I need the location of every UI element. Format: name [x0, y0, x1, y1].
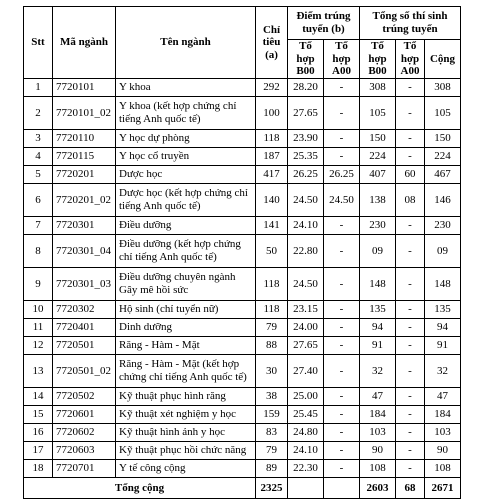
cell-total: 467: [425, 165, 461, 183]
cell-total: 150: [425, 129, 461, 147]
cell-name: Điều dưỡng chuyên ngành Gây mê hồi sức: [116, 267, 256, 300]
header-code: Mã ngành: [53, 7, 116, 79]
cell-quota: 417: [256, 165, 288, 183]
cell-quota: 140: [256, 183, 288, 216]
cell-stt: 15: [24, 405, 53, 423]
cell-score-b00: 27.65: [288, 336, 324, 354]
cell-count-a00: -: [396, 129, 425, 147]
cell-score-b00: 25.45: [288, 405, 324, 423]
cell-code: 7720601: [53, 405, 116, 423]
cell-count-a00: -: [396, 441, 425, 459]
cell-name: Y tế công cộng: [116, 459, 256, 477]
cell-count-b00: 308: [360, 78, 396, 96]
cell-count-b00: 91: [360, 336, 396, 354]
cell-quota: 50: [256, 234, 288, 267]
header-quota: Chỉ tiêu (a): [256, 7, 288, 79]
cell-count-a00: -: [396, 318, 425, 336]
table-row: [24, 267, 461, 300]
cell-score-b00: 24.80: [288, 423, 324, 441]
cell-quota: 88: [256, 336, 288, 354]
cell-count-a00: -: [396, 459, 425, 477]
cell-code: 7720101_02: [53, 96, 116, 129]
cell-stt: 17: [24, 441, 53, 459]
cell-score-b00: 22.30: [288, 459, 324, 477]
cell-name: Dược học: [116, 165, 256, 183]
cell-stt: 3: [24, 129, 53, 147]
cell-stt: 14: [24, 387, 53, 405]
header-total: Cộng: [425, 40, 461, 79]
cell-total: 148: [425, 267, 461, 300]
cell-stt: 5: [24, 165, 53, 183]
cell-stt: 4: [24, 147, 53, 165]
cell-stt: 16: [24, 423, 53, 441]
cell-score-b00: 28.20: [288, 78, 324, 96]
cell-score-a00: -: [324, 216, 360, 234]
cell-name: Kỹ thuật hình ảnh y học: [116, 423, 256, 441]
cell-code: 7720302: [53, 300, 116, 318]
cell-count-b00: 150: [360, 129, 396, 147]
cell-count-a00: -: [396, 147, 425, 165]
cell-total: 105: [425, 96, 461, 129]
cell-quota: 79: [256, 441, 288, 459]
totals-quota: 2325: [256, 477, 288, 498]
header-score-group: Điểm trúng tuyển (b): [288, 7, 360, 40]
cell-code: 7720501: [53, 336, 116, 354]
table-row: [24, 183, 461, 216]
totals-total: 2671: [425, 477, 461, 498]
cell-quota: 118: [256, 300, 288, 318]
cell-name: Răng - Hàm - Mặt: [116, 336, 256, 354]
cell-score-b00: 24.10: [288, 441, 324, 459]
cell-count-a00: -: [396, 300, 425, 318]
cell-total: 184: [425, 405, 461, 423]
cell-score-b00: 27.40: [288, 354, 324, 387]
table-row: [24, 336, 461, 354]
cell-quota: 30: [256, 354, 288, 387]
header-score-b00: Tổ hợp B00: [288, 40, 324, 79]
cell-stt: 13: [24, 354, 53, 387]
cell-quota: 118: [256, 267, 288, 300]
cell-score-b00: 25.35: [288, 147, 324, 165]
cell-total: 32: [425, 354, 461, 387]
cell-name: Điều dưỡng (kết hợp chứng chỉ tiếng Anh quốc tế): [116, 234, 256, 267]
cell-count-b00: 105: [360, 96, 396, 129]
totals-empty-score-b00: [288, 477, 324, 498]
table-row: [24, 405, 461, 423]
cell-count-b00: 103: [360, 423, 396, 441]
cell-score-b00: 24.10: [288, 216, 324, 234]
cell-quota: 187: [256, 147, 288, 165]
cell-count-b00: 184: [360, 405, 396, 423]
cell-quota: 79: [256, 318, 288, 336]
cell-stt: 11: [24, 318, 53, 336]
cell-code: 7720602: [53, 423, 116, 441]
table-row: [24, 234, 461, 267]
cell-total: 308: [425, 78, 461, 96]
cell-count-b00: 135: [360, 300, 396, 318]
cell-code: 7720301_03: [53, 267, 116, 300]
cell-count-a00: -: [396, 336, 425, 354]
cell-quota: 100: [256, 96, 288, 129]
cell-total: 94: [425, 318, 461, 336]
cell-name: Kỹ thuật phục hồi chức năng: [116, 441, 256, 459]
cell-name: Kỹ thuật phục hình răng: [116, 387, 256, 405]
admissions-table: [23, 6, 461, 499]
cell-score-a00: -: [324, 459, 360, 477]
table-row: [24, 129, 461, 147]
cell-score-b00: 24.50: [288, 267, 324, 300]
table-row: [24, 387, 461, 405]
cell-total: 47: [425, 387, 461, 405]
cell-name: Y học cổ truyền: [116, 147, 256, 165]
cell-code: 7720101: [53, 78, 116, 96]
cell-score-a00: -: [324, 234, 360, 267]
cell-count-a00: -: [396, 423, 425, 441]
cell-total: 103: [425, 423, 461, 441]
header-name: Tên ngành: [116, 7, 256, 79]
header-row-top: [24, 7, 461, 40]
cell-count-a00: -: [396, 234, 425, 267]
cell-score-a00: 26.25: [324, 165, 360, 183]
cell-score-b00: 23.90: [288, 129, 324, 147]
cell-name: Điều dưỡng: [116, 216, 256, 234]
cell-count-b00: 47: [360, 387, 396, 405]
totals-count-a00: 68: [396, 477, 425, 498]
cell-count-b00: 94: [360, 318, 396, 336]
table-row: [24, 147, 461, 165]
cell-stt: 2: [24, 96, 53, 129]
table-row: [24, 423, 461, 441]
table-row: [24, 300, 461, 318]
cell-code: 7720501_02: [53, 354, 116, 387]
cell-count-a00: -: [396, 387, 425, 405]
cell-score-a00: -: [324, 405, 360, 423]
cell-score-b00: 25.00: [288, 387, 324, 405]
cell-score-b00: 24.00: [288, 318, 324, 336]
totals-empty-score-a00: [324, 477, 360, 498]
table-row: [24, 318, 461, 336]
cell-score-a00: 24.50: [324, 183, 360, 216]
cell-quota: 292: [256, 78, 288, 96]
cell-name: Răng - Hàm - Mặt (kết hợp chứng chỉ tiếng Anh quốc tế): [116, 354, 256, 387]
cell-total: 108: [425, 459, 461, 477]
cell-code: 7720401: [53, 318, 116, 336]
cell-name: Kỹ thuật xét nghiệm y học: [116, 405, 256, 423]
cell-code: 7720201_02: [53, 183, 116, 216]
cell-score-b00: 23.15: [288, 300, 324, 318]
cell-quota: 159: [256, 405, 288, 423]
header-stt: Stt: [24, 7, 53, 79]
cell-stt: 1: [24, 78, 53, 96]
cell-score-b00: 24.50: [288, 183, 324, 216]
cell-count-a00: -: [396, 78, 425, 96]
cell-quota: 141: [256, 216, 288, 234]
cell-score-a00: -: [324, 147, 360, 165]
table-body: [24, 78, 461, 477]
cell-score-a00: -: [324, 78, 360, 96]
cell-count-a00: -: [396, 267, 425, 300]
header-count-a00: Tổ hợp A00: [396, 40, 425, 79]
cell-count-b00: 32: [360, 354, 396, 387]
cell-total: 91: [425, 336, 461, 354]
cell-score-b00: 27.65: [288, 96, 324, 129]
cell-stt: 9: [24, 267, 53, 300]
cell-total: 90: [425, 441, 461, 459]
cell-count-b00: 90: [360, 441, 396, 459]
cell-total: 135: [425, 300, 461, 318]
totals-count-b00: 2603: [360, 477, 396, 498]
table-row: [24, 216, 461, 234]
cell-count-b00: 09: [360, 234, 396, 267]
cell-quota: 83: [256, 423, 288, 441]
table-row: [24, 441, 461, 459]
cell-score-a00: -: [324, 336, 360, 354]
cell-count-a00: 08: [396, 183, 425, 216]
cell-name: Hộ sinh (chỉ tuyển nữ): [116, 300, 256, 318]
header-count-b00: Tổ hợp B00: [360, 40, 396, 79]
cell-code: 7720201: [53, 165, 116, 183]
table-row: [24, 78, 461, 96]
cell-name: Dược học (kết hợp chứng chỉ tiếng Anh quốc tế): [116, 183, 256, 216]
cell-score-a00: -: [324, 318, 360, 336]
cell-total: 09: [425, 234, 461, 267]
cell-stt: 18: [24, 459, 53, 477]
cell-total: 230: [425, 216, 461, 234]
cell-stt: 12: [24, 336, 53, 354]
cell-code: 7720301: [53, 216, 116, 234]
cell-score-a00: -: [324, 387, 360, 405]
cell-count-a00: -: [396, 216, 425, 234]
cell-score-b00: 26.25: [288, 165, 324, 183]
cell-stt: 7: [24, 216, 53, 234]
table-row: [24, 354, 461, 387]
cell-name: Y khoa: [116, 78, 256, 96]
cell-name: Y khoa (kết hợp chứng chỉ tiếng Anh quốc tế): [116, 96, 256, 129]
cell-code: 7720115: [53, 147, 116, 165]
cell-stt: 8: [24, 234, 53, 267]
totals-label: Tổng cộng: [24, 477, 256, 498]
cell-stt: 10: [24, 300, 53, 318]
cell-stt: 6: [24, 183, 53, 216]
totals-row: [24, 477, 461, 498]
cell-count-a00: 60: [396, 165, 425, 183]
cell-count-b00: 138: [360, 183, 396, 216]
cell-count-a00: -: [396, 354, 425, 387]
cell-score-a00: -: [324, 267, 360, 300]
cell-score-a00: -: [324, 423, 360, 441]
cell-count-a00: -: [396, 96, 425, 129]
cell-code: 7720701: [53, 459, 116, 477]
table-row: [24, 459, 461, 477]
table-row: [24, 96, 461, 129]
cell-count-a00: -: [396, 405, 425, 423]
header-count-group: Tổng số thí sinh trúng tuyển: [360, 7, 461, 40]
cell-total: 146: [425, 183, 461, 216]
cell-quota: 38: [256, 387, 288, 405]
cell-count-b00: 230: [360, 216, 396, 234]
cell-code: 7720502: [53, 387, 116, 405]
cell-count-b00: 148: [360, 267, 396, 300]
cell-count-b00: 108: [360, 459, 396, 477]
cell-score-a00: -: [324, 300, 360, 318]
cell-quota: 118: [256, 129, 288, 147]
table-row: [24, 165, 461, 183]
cell-code: 7720301_04: [53, 234, 116, 267]
cell-total: 224: [425, 147, 461, 165]
cell-score-a00: -: [324, 129, 360, 147]
cell-score-a00: -: [324, 96, 360, 129]
cell-code: 7720603: [53, 441, 116, 459]
cell-score-b00: 22.80: [288, 234, 324, 267]
cell-quota: 89: [256, 459, 288, 477]
cell-code: 7720110: [53, 129, 116, 147]
cell-count-b00: 407: [360, 165, 396, 183]
cell-name: Y học dự phòng: [116, 129, 256, 147]
cell-name: Dinh dưỡng: [116, 318, 256, 336]
header-score-a00: Tổ hợp A00: [324, 40, 360, 79]
cell-score-a00: -: [324, 354, 360, 387]
cell-score-a00: -: [324, 441, 360, 459]
cell-count-b00: 224: [360, 147, 396, 165]
